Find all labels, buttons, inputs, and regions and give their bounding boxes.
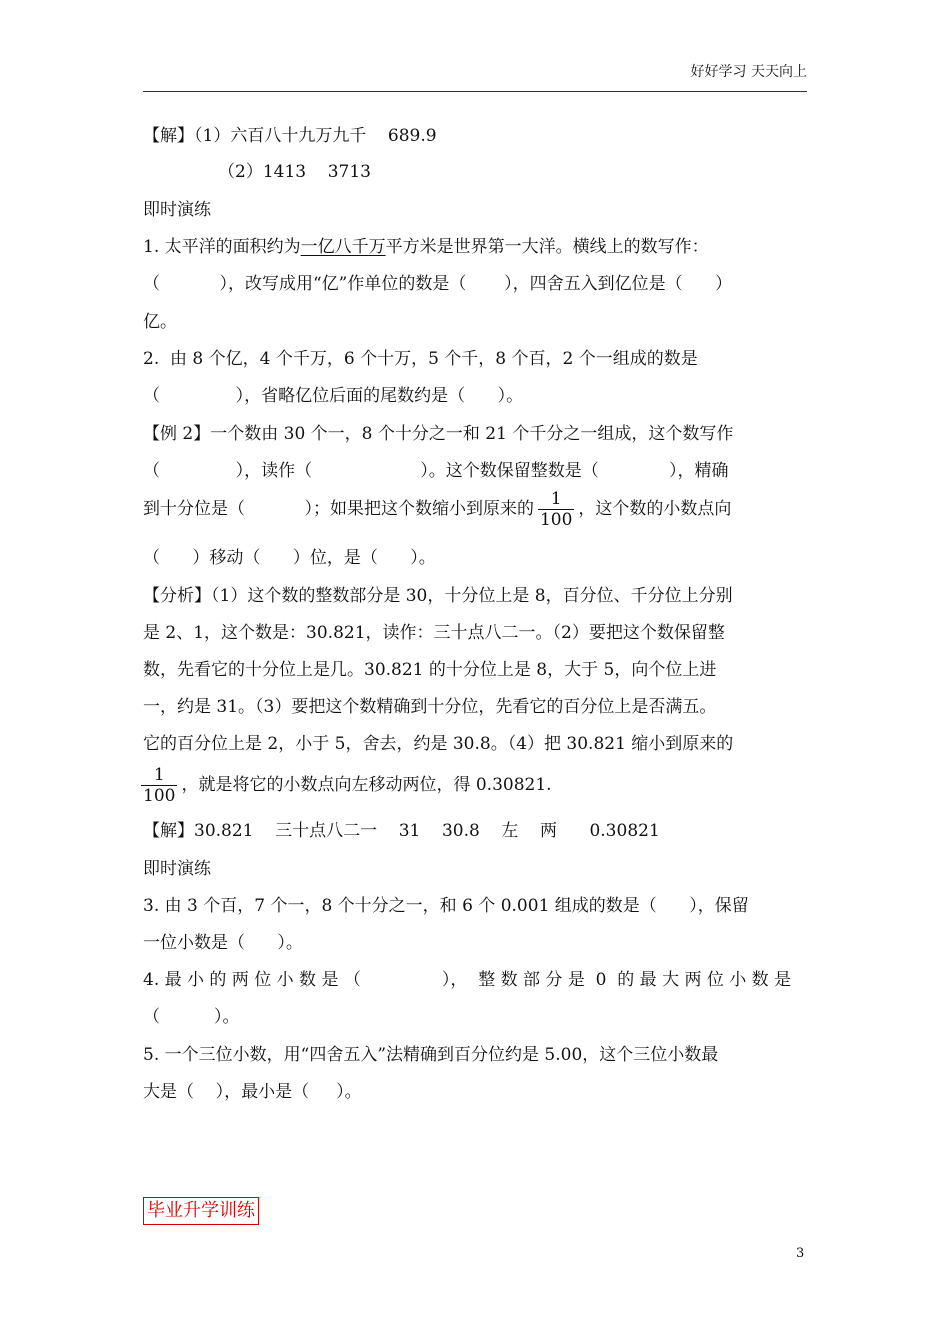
- fraction-denominator: 100: [539, 510, 573, 530]
- question-5-line-2: 大是（ ），最小是（ ）。: [143, 1082, 362, 1102]
- analysis-line-4: 一，约是 31。（3）要把这个数精确到十分位，先看它的百分位上是否满五。: [143, 697, 717, 717]
- example-2-line-4: （ ）移动（ ）位，是（ ）。: [143, 548, 436, 568]
- analysis-line-3: 数，先看它的十分位上是几。30.821 的十分位上是 8，大于 5，向个位上进: [143, 660, 717, 680]
- analysis-line-6-suffix: ，就是将它的小数点向左移动两位，得 0.30821.: [181, 775, 552, 795]
- fraction-denominator: 100: [143, 786, 176, 806]
- question-1-underlined: 一亿八千万: [300, 237, 386, 257]
- solution-1-line-2: （2）1413 3713: [218, 162, 371, 182]
- solution-1-line-1: 【解】（1）六百八十九万九千 689.9: [143, 126, 437, 146]
- practice-title-1: 即时演练: [143, 200, 211, 220]
- example-2-line-3-prefix: 到十分位是（ ）；如果把这个数缩小到原来的: [143, 499, 534, 519]
- example-2-line-1: 【例 2】一个数由 30 个一，8 个十分之一和 21 个千分之一组成，这个数写作: [143, 424, 734, 444]
- header-rule: [143, 91, 807, 92]
- analysis-line-6: [141, 765, 552, 806]
- solution-2: 【解】30.821 三十点八二一 31 30.8 左 两 0.30821: [143, 821, 660, 841]
- fraction-numerator: 1: [141, 765, 177, 786]
- section-label-box: 毕业升学训练: [143, 1197, 259, 1225]
- question-5-line-1: 5. 一个三位小数，用“四舍五入”法精确到百分位约是 5.00，这个三位小数最: [143, 1045, 719, 1065]
- question-4-line-1: 4. 最 小 的 两 位 小 数 是 （ ）， 整 数 部 分 是 0 的 最 大 两 位 小 数 是: [143, 970, 792, 990]
- analysis-line-1: 【分析】（1）这个数的整数部分是 30，十分位上是 8，百分位、千分位上分别: [143, 586, 733, 606]
- fraction-one-hundredth-2: [141, 765, 177, 806]
- question-1-line-1: [143, 235, 709, 259]
- question-2-line-1: 2. 由 8 个亿，4 个千万，6 个十万，5 个千，8 个百，2 个一组成的数是: [143, 349, 698, 369]
- practice-title-2: 即时演练: [143, 859, 211, 879]
- page-number: 3: [796, 1246, 805, 1261]
- page-header: 好好学习 天天向上: [690, 64, 807, 80]
- question-1-suffix: 平方米是世界第一大洋。横线上的数写作：: [385, 237, 709, 257]
- question-1-line-3: 亿。: [143, 312, 177, 332]
- question-3-line-2: 一位小数是（ ）。: [143, 933, 303, 953]
- question-3-line-1: 3. 由 3 个百，7 个一，8 个十分之一，和 6 个 0.001 组成的数是（ ），保留: [143, 896, 749, 916]
- question-1-prefix: 1. 太平洋的面积约为: [143, 237, 301, 257]
- analysis-line-2: 是 2、1，这个数是：30.821，读作：三十点八二一。（2）要把这个数保留整: [143, 623, 725, 643]
- example-2-line-3-suffix: ，这个数的小数点向: [578, 499, 732, 519]
- example-2-line-3: [143, 489, 731, 530]
- fraction-one-hundredth: [538, 489, 574, 530]
- analysis-line-5: 它的百分位上是 2，小于 5，舍去，约是 30.8。（4）把 30.821 缩小到原来的: [143, 734, 734, 754]
- question-2-line-2: （ ），省略亿位后面的尾数约是（ ）。: [143, 386, 524, 406]
- example-2-line-2: （ ），读作（ ）。这个数保留整数是（ ），精确: [143, 461, 729, 481]
- question-4-line-2: （ ）。: [143, 1007, 240, 1027]
- fraction-numerator: 1: [538, 489, 574, 510]
- question-1-line-2: （ ），改写成用“亿”作单位的数是（ ），四舍五入到亿位是（ ）: [143, 274, 733, 294]
